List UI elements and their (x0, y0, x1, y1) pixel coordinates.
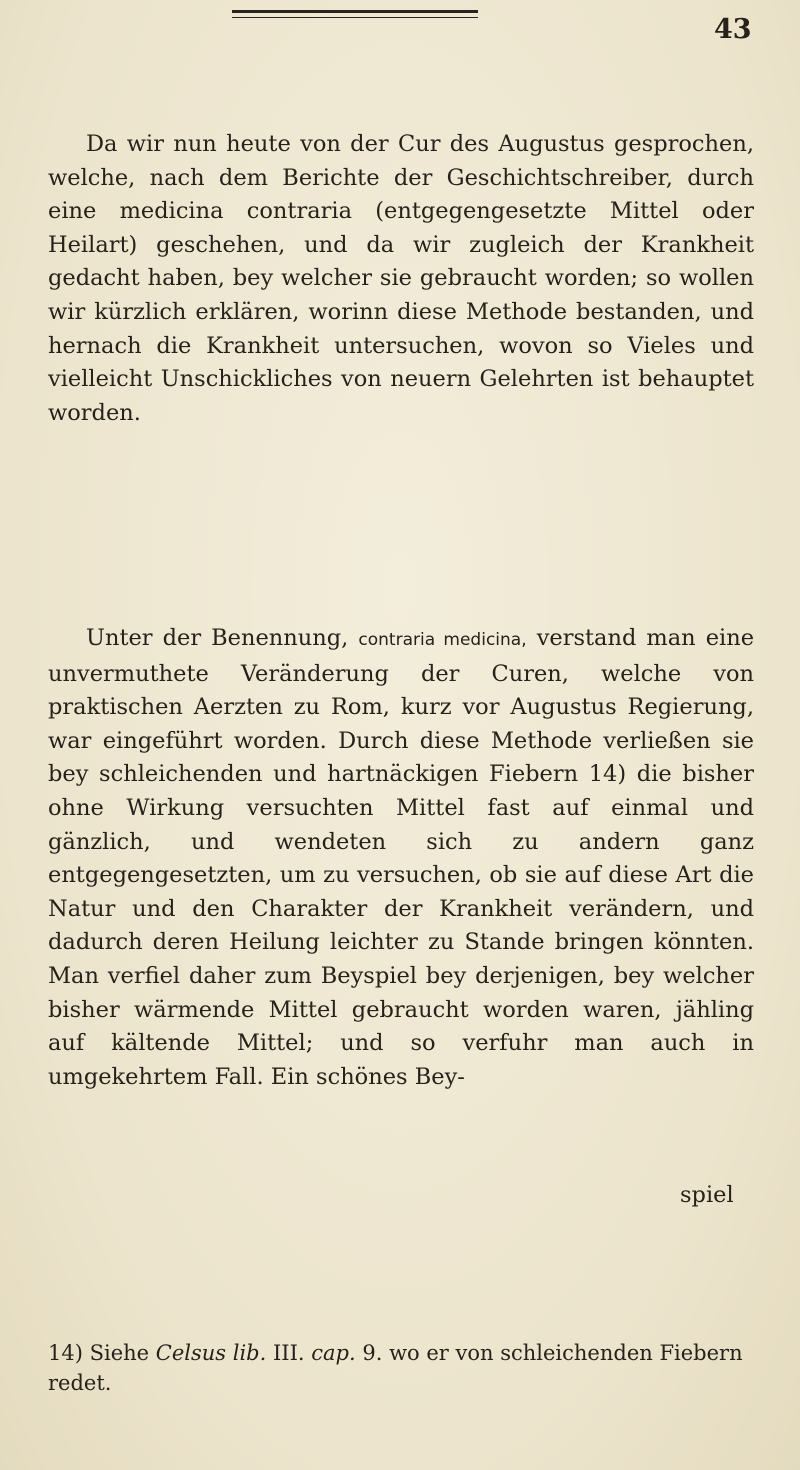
paragraph-2 (48, 622, 754, 1094)
catchword: spiel (680, 1182, 734, 1208)
page-number: 43 (714, 14, 752, 45)
footnote (48, 1338, 754, 1398)
footnote-book: III. (273, 1341, 305, 1365)
latin-term: contraria medicina, (358, 630, 527, 650)
footnote-chapter: 9. (362, 1341, 383, 1365)
paragraph-2-opening: Unter der Benennung, (86, 625, 349, 651)
header-rule-thick (232, 10, 478, 13)
header-rule-thin (232, 17, 478, 18)
footnote-marker: 14) (48, 1341, 83, 1365)
footnote-lead: Siehe (89, 1341, 150, 1365)
footnote-reference: Celsus lib. (155, 1341, 267, 1365)
footnote-chapter-abbr: cap. (311, 1341, 356, 1365)
paragraph-1: Da wir nun heute von der Cur des Augustus gesprochen, welche, nach dem Berichte der Geschichtschreiber, durch eine medicina contraria (entgegengesetzte Mittel oder Heilart) geschehen, und da wir zugleich der Krankheit gedacht haben, bey welcher sie gebraucht worden; so wollen wir kürzlich erklären, worinn diese Methode bestanden, und hernach die Krankheit untersuchen, wovon so Vieles und vielleicht Unschickliches von neuern Gelehrten ist behauptet worden. (48, 131, 754, 426)
paragraph-2-body: verstand man eine unvermuthete Veränderung der Curen, welche von praktischen Aerzten zu Rom, kurz vor Augustus Regierung, war eingeführt worden. Durch diese Methode verließen sie bey schleichenden und hartnäckigen Fiebern 14) die bisher ohne Wirkung versuchten Mittel fast auf einmal und gänzlich, und wendeten sich zu andern ganz entgegengesetzten, um zu versuchen, ob sie auf diese Art die Natur und den Charakter der Krankheit verändern, und dadurch deren Heilung leichter zu Stande bringen könnten. Man verfiel daher zum Beyspiel bey derjenigen, bey welcher bisher wärmende Mittel gebraucht worden waren, jähling auf kältende Mittel; und so verfuhr man auch in umgekehrtem Fall. Ein schönes Bey- (48, 625, 755, 1090)
footnote-rest: wo er von schleichenden Fiebern redet. (48, 1341, 743, 1395)
